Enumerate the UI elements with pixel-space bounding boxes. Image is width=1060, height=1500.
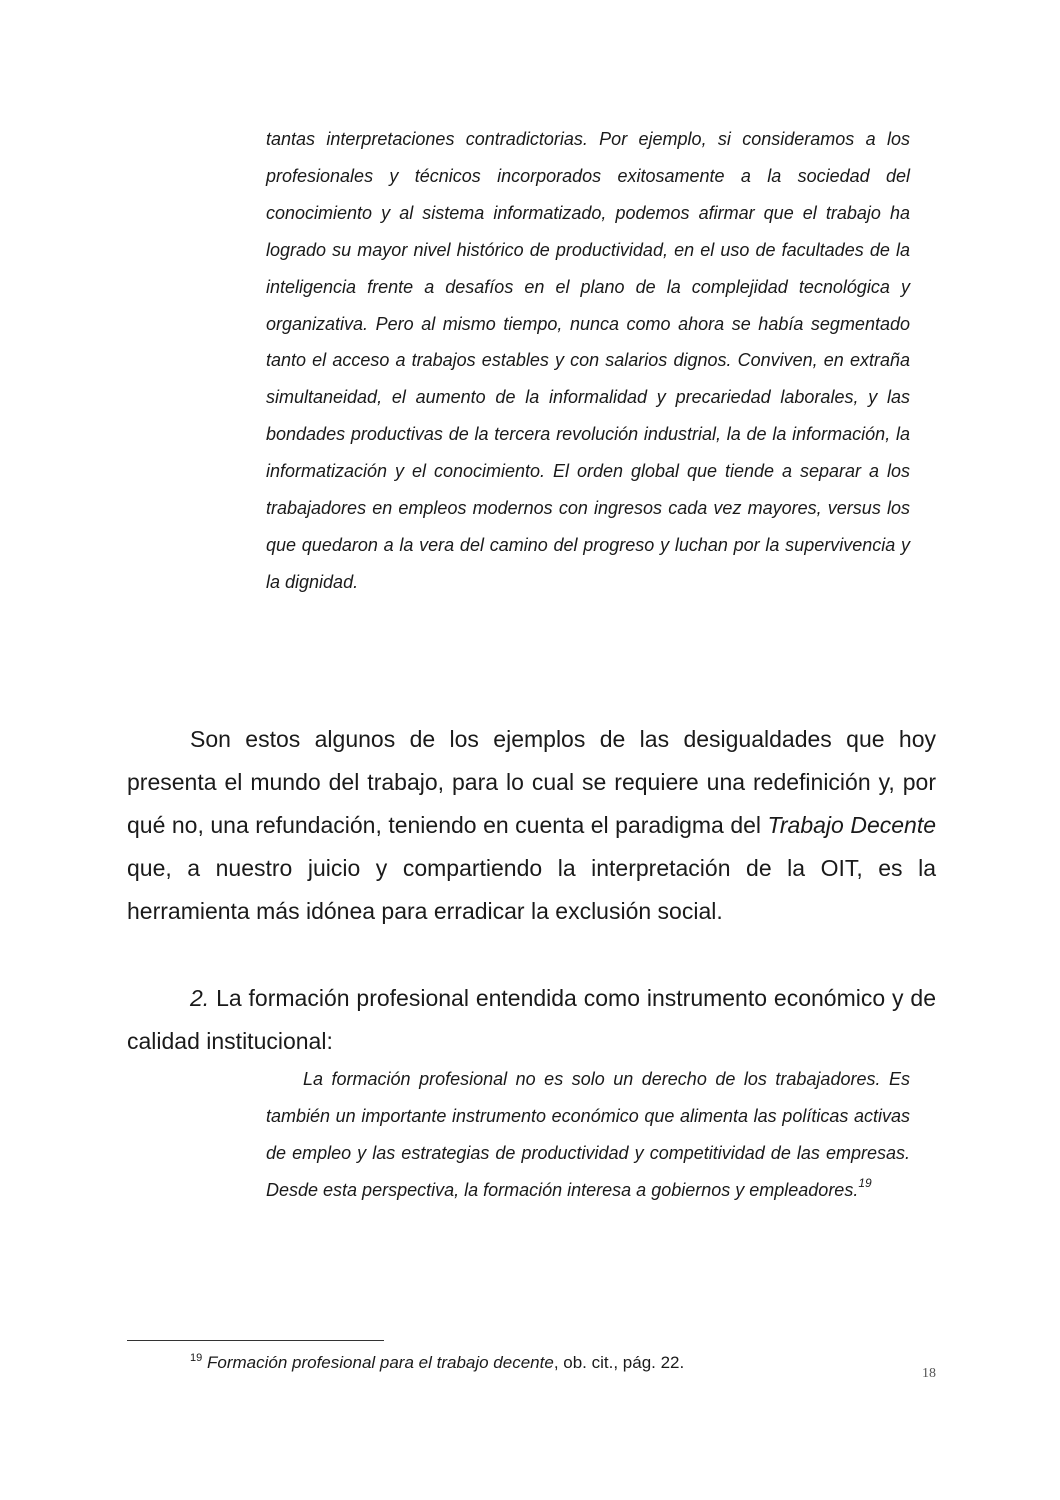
footnote — [190, 1351, 910, 1375]
body-paragraph-decent-work — [127, 718, 936, 933]
footnote-marker: 19 — [190, 1352, 203, 1364]
block-quote-vocational-training — [266, 1061, 910, 1209]
section-heading-text: La formación profesional entendida como instrumento económico y de calidad institucional: — [127, 985, 936, 1054]
footnote-cited-title: Formación profesional para el trabajo decente — [206, 1353, 554, 1372]
block-quote-text: tantas interpretaciones contradictorias. Por ejemplo, si consideramos a los profesionales y técnicos incorporados exitosamente a la sociedad del conocimiento y al sistema informatizado, podemos afirmar que el trabajo ha logrado su mayor nivel histórico de productividad, en el uso de facultades de la inteligencia frente a desafíos en el plano de la complejidad tecnológica y organizativa. Pero al mismo tiempo, nunca como ahora se había segmentado tanto el acceso a trabajos estables y con salarios dignos. Conviven, en extraña simultaneidad, el aumento de la informalidad y precariedad laborales, y las bondades productivas de la tercera revolución industrial, la de la información, la informatización y el conocimiento. El orden global que tiende a separar a los trabajadores en empleos modernos con ingresos cada vez mayores, versus los que quedaron a la vera del camino del progreso y luchan por la supervivencia y la dignidad. — [266, 129, 910, 592]
section-heading-paragraph — [127, 977, 936, 1063]
footnote-separator — [127, 1340, 384, 1341]
page-number: 18 — [922, 1366, 936, 1381]
emphasis-trabajo-decente: Trabajo Decente — [767, 812, 936, 838]
section-number: 2. — [190, 985, 210, 1011]
block-quote-inequality — [266, 121, 910, 601]
block-quote-text: La formación profesional no es solo un derecho de los trabajadores. Es también un importante instrumento económico que alimenta las políticas activas de empleo y las estrategias de productividad y competitividad de las empresas. Desde esta perspectiva, la formación interesa a gobiernos y empleadores. — [266, 1069, 910, 1200]
footnote-reference[interactable]: 19 — [858, 1175, 872, 1190]
paragraph-text-end: que, a nuestro juicio y compartiendo la interpretación de la OIT, es la herramienta más idónea para erradicar la exclusión social. — [127, 855, 936, 924]
paragraph-text-start: Son estos algunos de los ejemplos de las desigualdades que hoy presenta el mundo del trabajo, para lo cual se requiere una redefinición y, por qué no, una refundación, teniendo en cuenta el paradigma del — [127, 726, 936, 838]
footnote-citation-detail: , ob. cit., pág. 22. — [553, 1353, 685, 1372]
